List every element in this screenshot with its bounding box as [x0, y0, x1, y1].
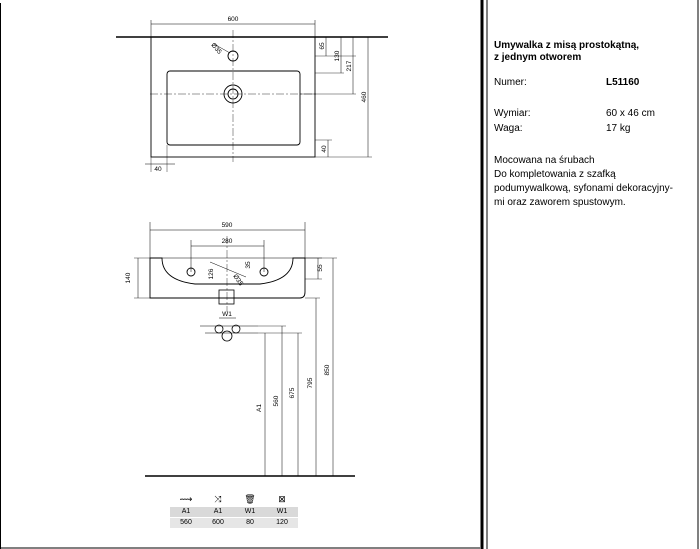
- spec-weight-label: Waga:: [494, 123, 523, 134]
- dim-850-text: 850: [324, 364, 331, 376]
- table-label: W1: [244, 508, 256, 515]
- floor-drain-icon: ⤨: [214, 494, 222, 504]
- spec-size-label: Wymiar:: [494, 108, 531, 119]
- spec-weight-value: 17 kg: [606, 123, 631, 134]
- dim-217-text: 217: [346, 60, 353, 72]
- spec-size-value: 60 x 46 cm: [606, 108, 655, 119]
- front-view: [125, 222, 355, 476]
- description-line: Do kompletowania z szafką: [494, 169, 616, 180]
- dim-675-text: 675: [289, 387, 296, 399]
- dim-40-right-text: 40: [321, 145, 328, 153]
- dim-35-text: 35: [245, 261, 252, 269]
- table-value: 560: [180, 519, 192, 526]
- spec-number-value: L51160: [606, 77, 640, 88]
- dim-460-text: 460: [361, 91, 368, 103]
- dim-hole-dia-text: Ø35: [209, 41, 223, 56]
- inner-bowl: [167, 71, 300, 145]
- basin-front: [150, 258, 305, 298]
- dim-560-text: 560: [273, 395, 280, 407]
- top-view: [116, 16, 388, 173]
- dim-65-text: 65: [319, 42, 326, 50]
- dim-55-text: 55: [317, 264, 324, 272]
- dim-140-text: 140: [125, 272, 132, 284]
- dim-126-text: 126: [208, 268, 215, 280]
- table-label: A1: [181, 508, 191, 515]
- no-overflow-icon: ⊠: [278, 494, 286, 504]
- table-value: 600: [212, 519, 224, 526]
- table-value-row: [170, 518, 298, 528]
- table-value: 120: [276, 519, 288, 526]
- dim-280-text: 280: [221, 238, 233, 245]
- spec-number-label: Numer:: [494, 77, 527, 88]
- dim-w1-text: W1: [222, 311, 232, 318]
- product-title-line1: Umywalka z misą prostokątną,: [494, 40, 640, 51]
- dim-a1-text: A1: [256, 404, 263, 412]
- wall-drain-icon: ⟿: [179, 494, 193, 504]
- description-line: mi oraz zaworem spustowym.: [494, 197, 626, 208]
- fitting-center: [222, 331, 232, 341]
- trash-icon: 🗑: [244, 494, 256, 504]
- dim-130-text: 130: [334, 50, 341, 62]
- diagonal-leader: [208, 262, 246, 280]
- table-label: W1: [276, 508, 288, 515]
- dim-dia-text: Ø35: [231, 273, 245, 288]
- table-icon-row: [170, 494, 298, 504]
- table-label-row: [170, 507, 298, 517]
- dim-795-text: 795: [307, 377, 314, 389]
- product-description: [494, 154, 690, 210]
- product-title: [494, 40, 694, 64]
- description-line: Mocowana na śrubach: [494, 155, 595, 166]
- description-line: podumywalkową, syfonami dekoracyjny-: [494, 183, 673, 194]
- table-label: A1: [213, 508, 223, 515]
- product-info-panel: [494, 0, 694, 549]
- product-title-line2: z jednym otworem: [494, 52, 582, 63]
- dim-40-bottom-text: 40: [154, 166, 162, 173]
- dim-600-text: 600: [227, 16, 239, 23]
- dim-590-text: 590: [221, 222, 233, 229]
- drain-outlet: [219, 290, 234, 304]
- table-value: 80: [246, 519, 254, 526]
